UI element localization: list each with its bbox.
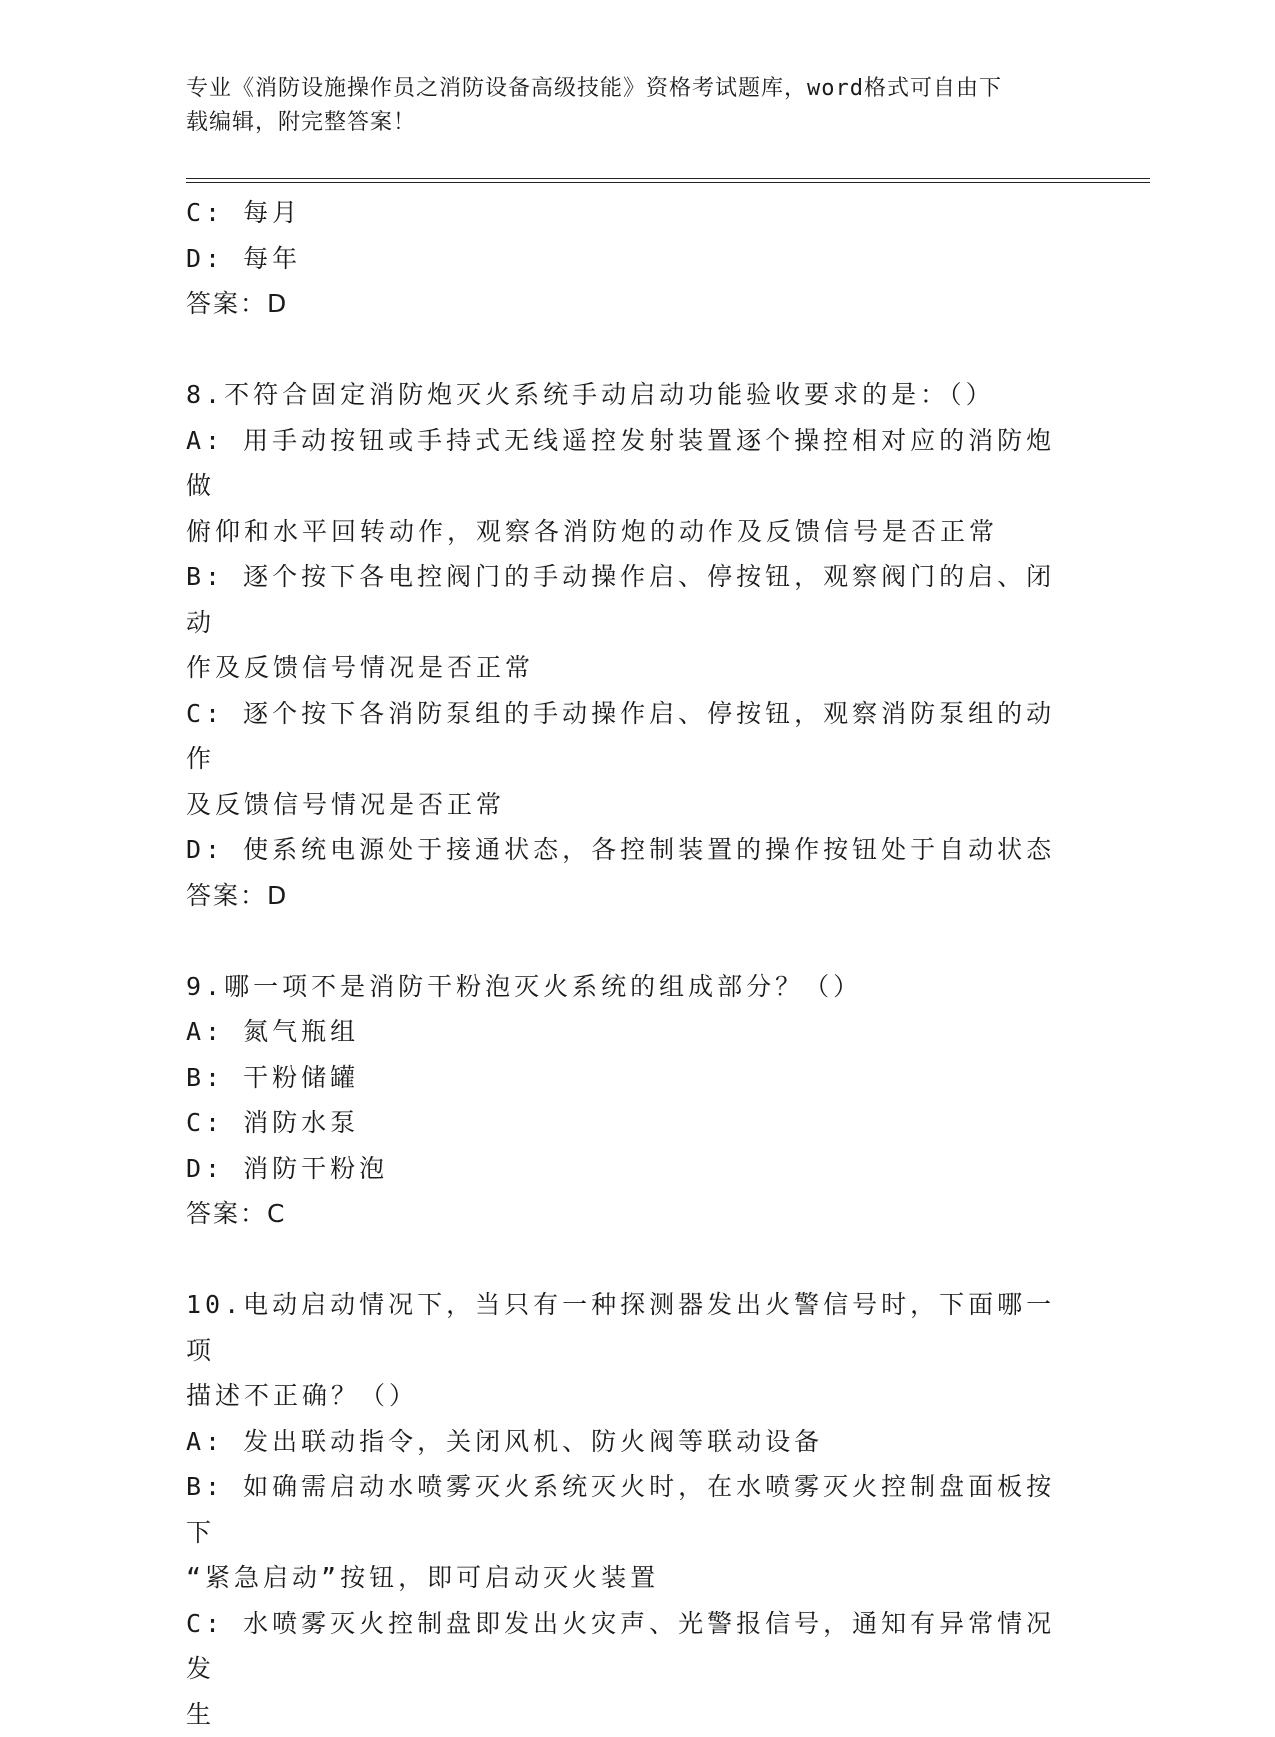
q8-option-c: C: 逐个按下各消防泵组的手动操作启、停按钮，观察消防泵组的动作 bbox=[186, 691, 1066, 782]
prev-option-d: D: 每年 bbox=[186, 236, 1066, 282]
question-content bbox=[186, 190, 1066, 1737]
q10-stem: 10.电动启动情况下，当只有一种探测器发出火警信号时，下面哪一项 bbox=[186, 1282, 1066, 1373]
q8-option-a: A: 用手动按钮或手持式无线遥控发射装置逐个操控相对应的消防炮做 bbox=[186, 418, 1066, 509]
q10-option-b: B: 如确需启动水喷雾灭火系统灭火时，在水喷雾灭火控制盘面板按下 bbox=[186, 1464, 1066, 1555]
prev-answer: 答案：D bbox=[186, 281, 1066, 327]
spacer bbox=[186, 1237, 1066, 1283]
q9-stem: 9.哪一项不是消防干粉泡灭火系统的组成部分？（） bbox=[186, 964, 1066, 1010]
q8-option-a-cont: 俯仰和水平回转动作，观察各消防炮的动作及反馈信号是否正常 bbox=[186, 509, 1066, 555]
q8-answer: 答案：D bbox=[186, 873, 1066, 919]
q10-option-c-cont: 生 bbox=[186, 1692, 1066, 1737]
q9-option-c: C: 消防水泵 bbox=[186, 1100, 1066, 1146]
q9-answer: 答案：C bbox=[186, 1191, 1066, 1237]
header-line-1: 专业《消防设施操作员之消防设备高级技能》资格考试题库，word格式可自由下 bbox=[186, 72, 1066, 106]
spacer bbox=[186, 918, 1066, 964]
header-divider-bottom bbox=[186, 182, 1150, 183]
header-divider-top bbox=[186, 178, 1150, 179]
q8-option-b-cont: 作及反馈信号情况是否正常 bbox=[186, 645, 1066, 691]
q8-option-d: D: 使系统电源处于接通状态，各控制装置的操作按钮处于自动状态 bbox=[186, 827, 1066, 873]
q10-option-a: A: 发出联动指令，关闭风机、防火阀等联动设备 bbox=[186, 1419, 1066, 1465]
q10-option-c: C: 水喷雾灭火控制盘即发出火灾声、光警报信号，通知有异常情况发 bbox=[186, 1601, 1066, 1692]
header-line-2: 载编辑，附完整答案！ bbox=[186, 106, 1066, 140]
q10-option-b-cont: “紧急启动”按钮，即可启动灭火装置 bbox=[186, 1555, 1066, 1601]
document-header bbox=[186, 72, 1066, 140]
q9-option-d: D: 消防干粉泡 bbox=[186, 1146, 1066, 1192]
q10-stem-cont: 描述不正确？（） bbox=[186, 1373, 1066, 1419]
q8-option-c-cont: 及反馈信号情况是否正常 bbox=[186, 782, 1066, 828]
q9-option-a: A: 氮气瓶组 bbox=[186, 1009, 1066, 1055]
prev-option-c: C: 每月 bbox=[186, 190, 1066, 236]
q8-option-b: B: 逐个按下各电控阀门的手动操作启、停按钮，观察阀门的启、闭动 bbox=[186, 554, 1066, 645]
q9-option-b: B: 干粉储罐 bbox=[186, 1055, 1066, 1101]
q8-stem: 8.不符合固定消防炮灭火系统手动启动功能验收要求的是：（） bbox=[186, 372, 1066, 418]
spacer bbox=[186, 327, 1066, 373]
